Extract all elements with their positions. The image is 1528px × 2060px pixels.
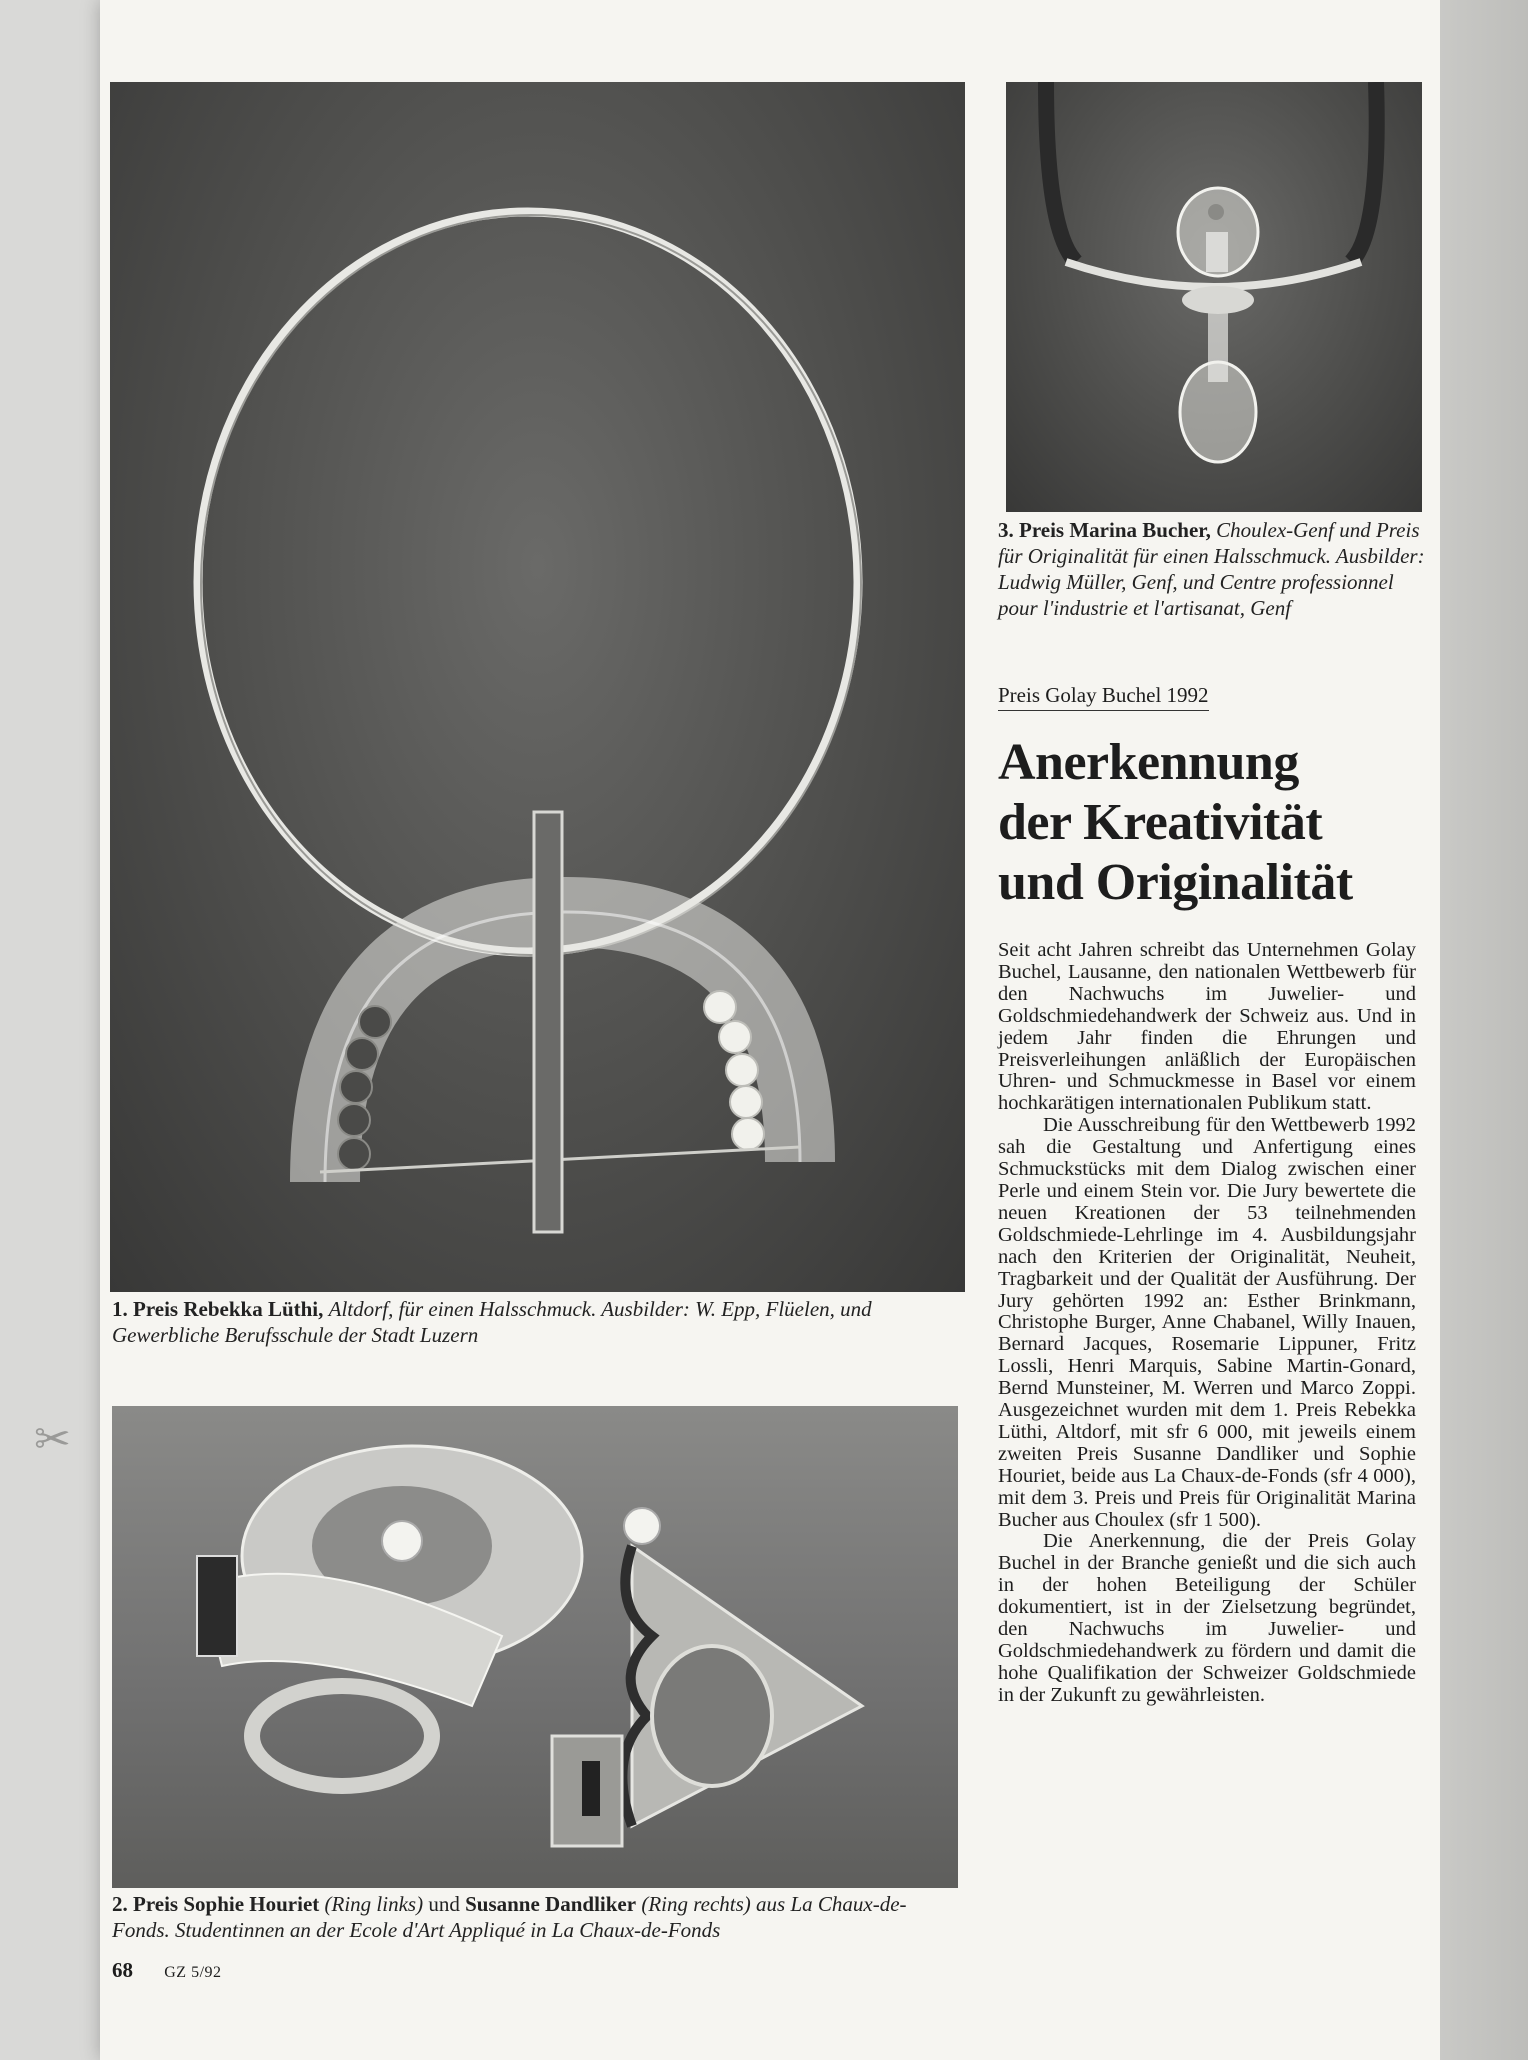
caption-figure-3 [998, 517, 1428, 621]
page-number: 68 [112, 1958, 133, 1982]
photo-necklace-3rd-prize [1006, 82, 1422, 512]
rings-illustration [112, 1406, 958, 1888]
caption-3-details: Choulex-Genf und Preis für Originalität für einen Halsschmuck. Ausbilder: Ludwig Müller, Genf, und Centre professionnel pour l'industrie et l'artisanat, Genf [998, 518, 1425, 620]
section-label: Preis Golay Buchel 1992 [998, 683, 1209, 711]
photo-rings-2nd-prize [112, 1406, 958, 1888]
caption-1-name: 1. Preis Rebekka Lüthi, [112, 1297, 324, 1321]
article-headline [998, 733, 1438, 913]
pendant-illustration [1006, 82, 1422, 512]
page-footer [112, 1958, 222, 1983]
scissors-icon: ✂ [34, 1414, 71, 1465]
caption-figure-1 [112, 1296, 972, 1348]
body-paragraph-3: Die Anerkennung, die der Preis Golay Buchel in der Branche genießt und die sich auch in der hohen Beteiligung der Schüler dokumentiert, ist in der Zielsetzung begründet, den Nachwuchs im Juwelier- und Goldschmiedehandwerk zu fördern und damit die hohe Qualifikation der Schweizer Goldschmiede in der Zukunft zu gewährleisten. [998, 1530, 1416, 1706]
caption-2-note-1: (Ring links) [324, 1892, 424, 1916]
caption-1-details: Altdorf, für einen Halsschmuck. Ausbilder: W. Epp, Flüelen, und Gewerbliche Berufsschule der Stadt Luzern [112, 1297, 872, 1347]
article-body [998, 940, 1416, 1707]
caption-2-conjunction: und [428, 1892, 460, 1916]
photo-necklace-1st-prize [110, 82, 965, 1292]
issue-label: GZ 5/92 [164, 1964, 222, 1981]
caption-3-name: 3. Preis Marina Bucher, [998, 518, 1211, 542]
next-page-edge [1440, 0, 1528, 2060]
headline-line-1: Anerkennung [998, 734, 1299, 791]
headline-line-2: der Kreativität [998, 794, 1323, 851]
caption-2-note-2: (Ring rechts) aus La Chaux-de-Fonds. Studentinnen an der Ecole d'Art Appliqué in La Chaux-de-Fonds [112, 1892, 907, 1942]
caption-2-name-1: 2. Preis Sophie Houriet [112, 1892, 320, 1916]
headline-line-3: und Originalität [998, 854, 1353, 911]
caption-2-name-2: Susanne Dandliker [465, 1892, 637, 1916]
body-paragraph-1: Seit acht Jahren schreibt das Unternehmen Golay Buchel, Lausanne, den nationalen Wettbewerb für den Nachwuchs im Juwelier- und Goldschmiedehandwerk der Schweiz aus. Und in jedem Jahr finden die Ehrungen und Preisverleihungen anläßlich der Europäischen Uhren- und Schmuckmesse in Basel vor einem hochkarätigen internationalen Publikum statt. [998, 939, 1416, 1115]
necklace-illustration [110, 82, 965, 1292]
body-paragraph-2: Die Ausschreibung für den Wettbewerb 1992 sah die Gestaltung und Anfertigung eines Schmuckstücks mit dem Dialog zwischen einer Perle und einem Stein vor. Die Jury bewertete die neuen Kreationen der 53 teilnehmenden Goldschmiede-Lehrlinge im 4. Ausbildungsjahr nach den Kriterien der Originalität, Neuheit, Tragbarkeit und der Qualität der Ausführung. Der Jury gehörten 1992 an: Esther Brinkmann, Christophe Burger, Anne Chabanel, Willy Inauen, Bernard Jacques, Rosemarie Lippuner, Fritz Lossli, Henri Marquis, Sabine Martin-Gonard, Bernd Munsteiner, M. Werren und Marco Zoppi. Ausgezeichnet wurden mit dem 1. Preis Rebekka Lüthi, Altdorf, mit sfr 6 000, mit jeweils einem zweiten Preis Susanne Dandliker und Sophie Houriet, beide aus La Chaux-de-Fonds (sfr 4 000), mit dem 3. Preis und Preis für Originalität Marina Bucher aus Choulex (sfr 1 500). [998, 1114, 1416, 1531]
caption-figure-2 [112, 1891, 962, 1943]
